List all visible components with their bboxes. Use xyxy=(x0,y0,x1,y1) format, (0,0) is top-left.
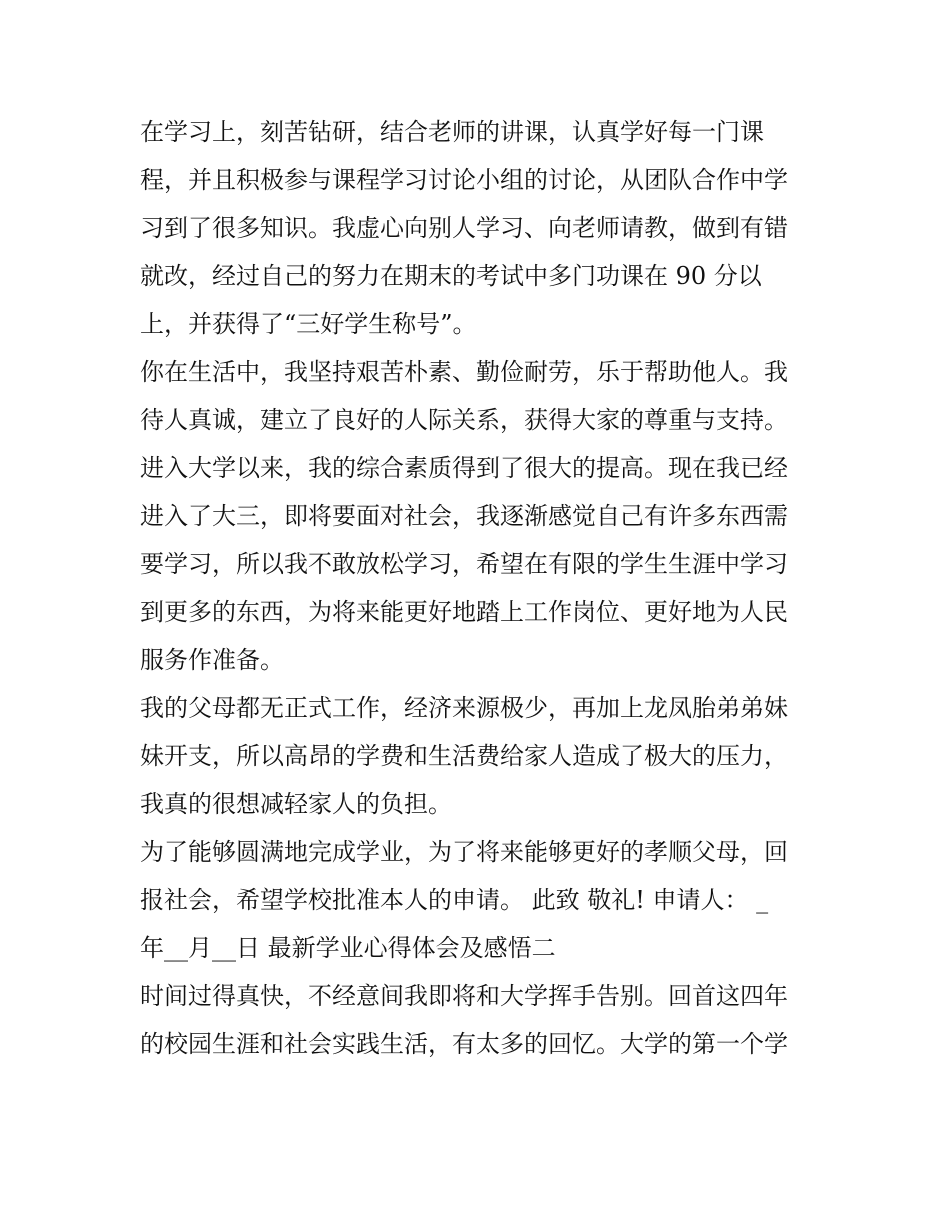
text-line: 程，并且积极参与课程学习讨论小组的讨论，从团队合作中学 xyxy=(140,166,788,194)
text-line: 就改，经过自己的努力在期末的考试中多门功课在 90 分以 xyxy=(140,262,762,290)
text-line: 年__月__日 最新学业心得体会及感悟二 xyxy=(140,934,556,962)
text-line: 到更多的东西，为将来能更好地踏上工作岗位、更好地为人民 xyxy=(140,598,788,626)
text-line: 报社会，希望学校批准本人的申请。 此致 敬礼! 申请人： _ xyxy=(140,886,769,914)
text-line: 的校园生涯和社会实践生活，有太多的回忆。大学的第一个学 xyxy=(140,1030,788,1058)
text-line: 待人真诚，建立了良好的人际关系，获得大家的尊重与支持。 xyxy=(140,406,788,434)
text-line: 你在生活中，我坚持艰苦朴素、勤俭耐劳，乐于帮助他人。我 xyxy=(140,358,788,386)
text-line: 进入大学以来，我的综合素质得到了很大的提高。现在我已经 xyxy=(140,454,788,482)
text-line: 我真的很想减轻家人的负担。 xyxy=(140,790,452,818)
body-text xyxy=(140,108,820,1068)
text-line: 习到了很多知识。我虚心向别人学习、向老师请教，做到有错 xyxy=(140,214,788,242)
text-line: 在学习上，刻苦钻研，结合老师的讲课，认真学好每一门课 xyxy=(140,118,764,146)
text-line: 上，并获得了“三好学生称号”。 xyxy=(140,310,477,338)
text-line: 服务作准备。 xyxy=(140,646,284,674)
text-line: 时间过得真快，不经意间我即将和大学挥手告别。回首这四年 xyxy=(140,982,788,1010)
text-line: 妹开支，所以高昂的学费和生活费给家人造成了极大的压力， xyxy=(140,742,788,770)
text-line: 我的父母都无正式工作，经济来源极少，再加上龙凤胎弟弟妹 xyxy=(140,694,788,722)
text-line: 为了能够圆满地完成学业，为了将来能够更好的孝顺父母，回 xyxy=(140,838,788,866)
text-line: 要学习，所以我不敢放松学习，希望在有限的学生生涯中学习 xyxy=(140,550,788,578)
text-line: 进入了大三，即将要面对社会，我逐渐感觉自己有许多东西需 xyxy=(140,502,788,530)
